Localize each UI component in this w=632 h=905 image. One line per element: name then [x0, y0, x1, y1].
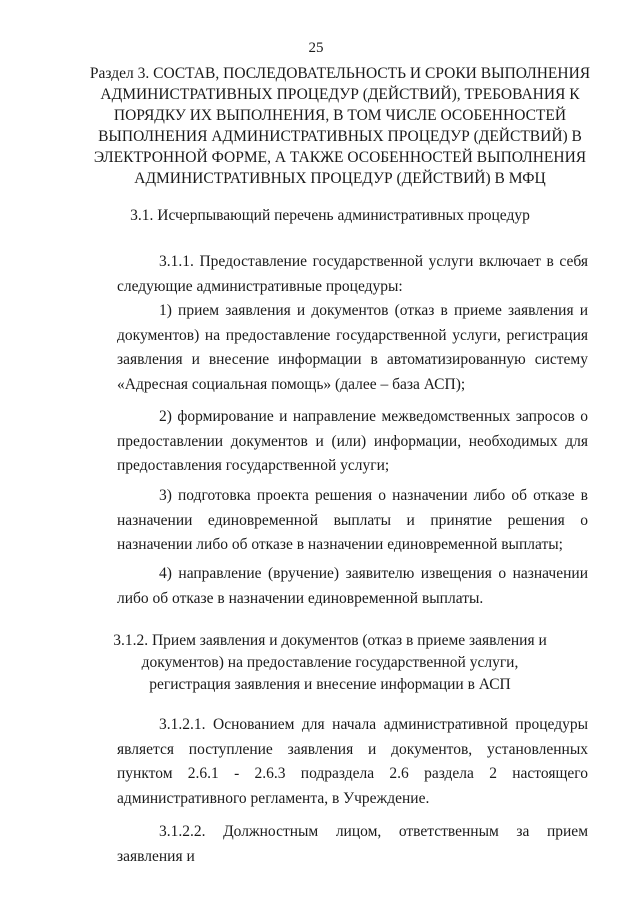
list-item-4: 4) направление (вручение) заявителю извещения о назначении либо об отказе в назначении единовременной выплаты. [117, 565, 588, 607]
list-item-3: 3) подготовка проекта решения о назначении либо об отказе в назначении единовременной выплаты и принятие решения о назначении либо об отказе в назначении единовременной выплаты; [117, 487, 588, 553]
section-title: Раздел 3. СОСТАВ, ПОСЛЕДОВАТЕЛЬНОСТЬ И СРОКИ ВЫПОЛНЕНИЯ АДМИНИСТРАТИВНЫХ ПРОЦЕДУР (ДЕЙСТВИЙ), ТРЕБОВАНИЯ К ПОРЯДКУ ИХ ВЫПОЛНЕНИЯ, В ТОМ ЧИСЛЕ ОСОБЕННОСТЕЙ ВЫПОЛНЕНИЯ АДМИНИСТРАТИВНЫХ ПРОЦЕДУР (ДЕЙСТВИЙ) В ЭЛЕКТРОННОЙ ФОРМЕ, А ТАКЖЕ ОСОБЕННОСТЕЙ ВЫПОЛНЕНИЯ АДМИНИСТРАТИВНЫХ ПРОЦЕДУР (ДЕЙСТВИЙ) В МФЦ [89, 65, 591, 187]
list-item-1: 1) прием заявления и документов (отказ в приеме заявления и документов) на предоставление государственной услуги, регистрация заявления и внесение информации в автоматизированную систему «Адресная социальная помощь» (далее – база АСП); [117, 302, 588, 393]
paragraph-3-1-2-1: 3.1.2.1. Основанием для начала административной процедуры является поступление заявления и документов, установленных пунктом 2.6.1 - 2.6.3 подраздела 2.6 раздела 2 настоящего административного регламента, в Учреждение. [117, 716, 588, 807]
subheading-3-1-2: 3.1.2. Прием заявления и документов (отказ в приеме заявления и документов) на предоставление государственной услуги, регистрация заявления и внесение информации в АСП [113, 632, 547, 693]
paragraph-3-1-2-2: 3.1.2.2. Должностным лицом, ответственным за прием заявления и [117, 823, 588, 865]
page-number: 25 [308, 40, 324, 56]
list-item-2: 2) формирование и направление межведомственных запросов о предоставлении документов и (или) информации, необходимых для предоставления государственной услуги; [117, 408, 588, 474]
subheading-3-1: 3.1. Исчерпывающий перечень административных процедур [130, 207, 530, 224]
paragraph-3-1-1: 3.1.1. Предоставление государственной услуги включает в себя следующие административные процедуры: [117, 253, 588, 295]
